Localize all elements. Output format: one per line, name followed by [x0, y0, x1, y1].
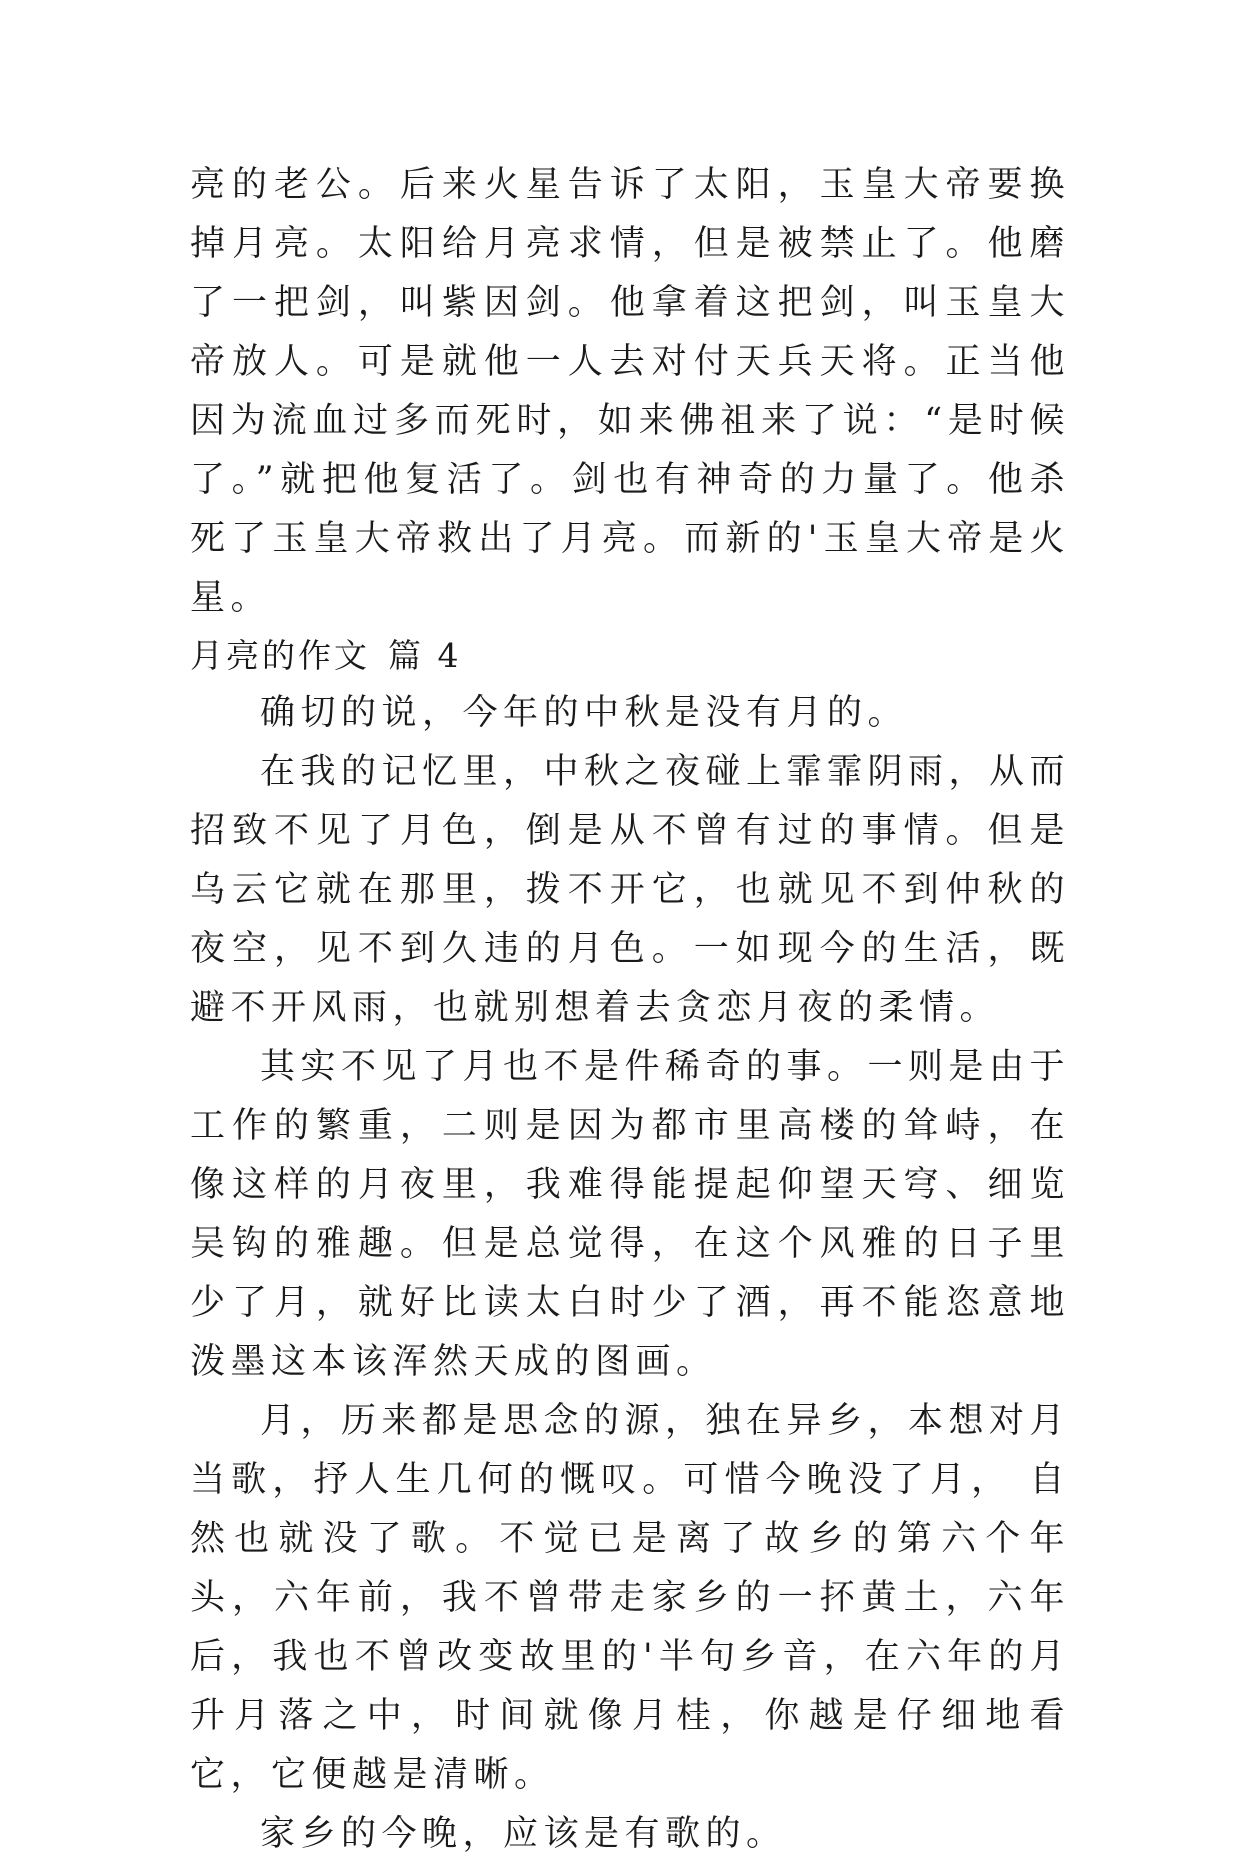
- section-label: 篇 4: [388, 636, 462, 675]
- section-title: 月亮的作文: [190, 636, 370, 675]
- continued-paragraph: 亮的老公。后来火星告诉了太阳，玉皇大帝要换掉月亮。太阳给月亮求情，但是被禁止了。他磨了一把剑，叫紫因剑。他拿着这把剑，叫玉皇大帝放人。可是就他一人去对付天兵天将。正当他因为流血过多而死时，如来佛祖来了说：“是时候了。”就把他复活了。剑也有神奇的力量了。他杀死了玉皇大帝救出了月亮。而新的'玉皇大帝是火星。: [190, 165, 1070, 618]
- paragraph: 确切的说，今年的中秋是没有月的。: [260, 693, 909, 733]
- paragraph: 月，历来都是思念的源，独在异乡，本想对月当歌，抒人生几何的慨叹。可惜今晚没了月， 自然也就没了歌。不觉已是离了故乡的第六个年头，六年前，我不曾带走家乡的一抔黄土，六年后，我也不曾改变故里的'半句乡音，在六年的月升月落之中，时间就像月桂，你越是仔细地看它，它便越是清晰。: [190, 1401, 1071, 1795]
- section-heading: [190, 628, 1070, 684]
- paragraph: 在我的记忆里，中秋之夜碰上霏霏阴雨，从而招致不见了月色，倒是从不曾有过的事情。但是乌云它就在那里，拨不开它，也就见不到仲秋的夜空，见不到久违的月色。一如现今的生活，既避不开风雨，也就别想着去贪恋月夜的柔情。: [190, 752, 1071, 1028]
- document-body: [190, 156, 1070, 1864]
- paragraph: 其实不见了月也不是件稀奇的事。一则是由于工作的繁重，二则是因为都市里高楼的耸峙，在像这样的月夜里，我难得能提起仰望天穹、细览吴钩的雅趣。但是总觉得，在这个风雅的日子里少了月，就好比读太白时少了酒，再不能恣意地泼墨这本该浑然天成的图画。: [190, 1047, 1071, 1382]
- paragraph: 家乡的今晚，应该是有歌的。: [260, 1814, 787, 1854]
